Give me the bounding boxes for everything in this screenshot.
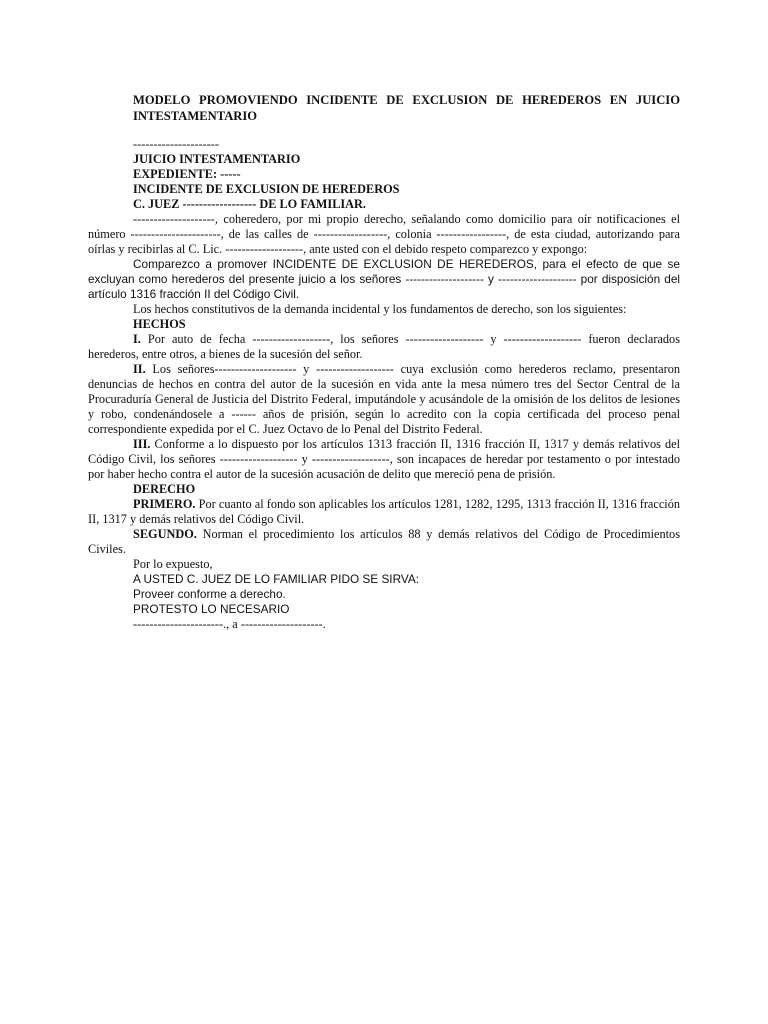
closing-pido: A USTED C. JUEZ DE LO FAMILIAR PIDO SE SIRVA: (133, 572, 420, 586)
hecho-3-number: III. (133, 437, 151, 451)
heading-derecho: DERECHO (133, 482, 196, 496)
heading-expediente: EXPEDIENTE: ----- (133, 167, 241, 181)
closing-protesto: PROTESTO LO NECESARIO (133, 602, 290, 616)
hecho-2-number: II. (133, 362, 146, 376)
document-body (88, 92, 680, 632)
hecho-2 (88, 362, 680, 437)
paragraph-comparezco: Comparezco a promover INCIDENTE DE EXCLUSION DE HEREDEROS, para el efecto de que se excluyan como herederos del presente juicio a los señores -------------------- y -------------------- por disposición del artículo 1316 fracción II del Código Civil. (88, 257, 680, 301)
closing-por-lo-expuesto: Por lo expuesto, (133, 557, 213, 571)
dashes-line: --------------------- (133, 137, 219, 151)
heading-incidente: INCIDENTE DE EXCLUSION DE HEREDEROS (133, 182, 400, 196)
derecho-1-label: PRIMERO. (133, 497, 196, 511)
derecho-1-text: Por cuanto al fondo son aplicables los artículos 1281, 1282, 1295, 1313 fracción II, 1316 fracción II, 1317 y demás relativos del Código Civil. (88, 497, 680, 526)
hecho-1-number: I. (133, 332, 141, 346)
hecho-3-text: Conforme a lo dispuesto por los artículos 1313 fracción II, 1316 fracción II, 1317 y demás relativos del Código Civil, los señores ------------------- y -------------------, son incapaces de heredar por testamento o por intestado por haber hecho contra el autor de la sucesión acusación de delito que mereció pena de prisión. (88, 437, 680, 481)
paragraph-hechos-intro: Los hechos constitutivos de la demanda incidental y los fundamentos de derecho, son los siguientes: (133, 302, 627, 316)
paragraph-intro: --------------------, coheredero, por mi propio derecho, señalando como domicilio para oír notificaciones el número ----------------------, de las calles de ------------------, colonia -----------------, de esta ciudad, autorizando para oírlas y recibirlas al C. Lic. -------------------, ante usted con el debido respeto comparezco y expongo: (88, 212, 680, 256)
closing-signature-line: ----------------------., a --------------------. (133, 617, 326, 631)
heading-juicio: JUICIO INTESTAMENTARIO (133, 152, 301, 166)
derecho-2-label: SEGUNDO. (133, 527, 197, 541)
derecho-1 (88, 497, 680, 527)
hecho-1-text: Por auto de fecha -------------------, los señores ------------------- y ------------------- fueron declarados herederos, entre otros, a bienes de la sucesión del señor. (88, 332, 680, 361)
hecho-2-text: Los señores-------------------- y ------------------- cuya exclusión como herederos reclamo, presentaron denuncias de hechos en contra del autor de la sucesión en vida ante la mesa número tres del Sector Central de la Procuraduría General de Justicia del Distrito Federal, imputándole y acusándole de la omisión de los delitos de lesiones y robo, condenándosele a ------ años de prisión, según lo acredito con la copia certificada del proceso penal correspondiente expedida por el C. Juez Octavo de lo Penal del Distrito Federal. (88, 362, 680, 436)
heading-juez: C. JUEZ ------------------ DE LO FAMILIAR. (133, 197, 367, 211)
document-title: MODELO PROMOVIENDO INCIDENTE DE EXCLUSION DE HEREDEROS EN JUICIO INTESTAMENTARIO (133, 93, 680, 123)
hecho-1 (88, 332, 680, 362)
hecho-3 (88, 437, 680, 482)
derecho-2-text: Norman el procedimiento los artículos 88 y demás relativos del Código de Procedimientos Civiles. (88, 527, 680, 556)
derecho-2 (88, 527, 680, 557)
heading-hechos: HECHOS (133, 317, 186, 331)
closing-proveer: Proveer conforme a derecho. (133, 587, 286, 601)
